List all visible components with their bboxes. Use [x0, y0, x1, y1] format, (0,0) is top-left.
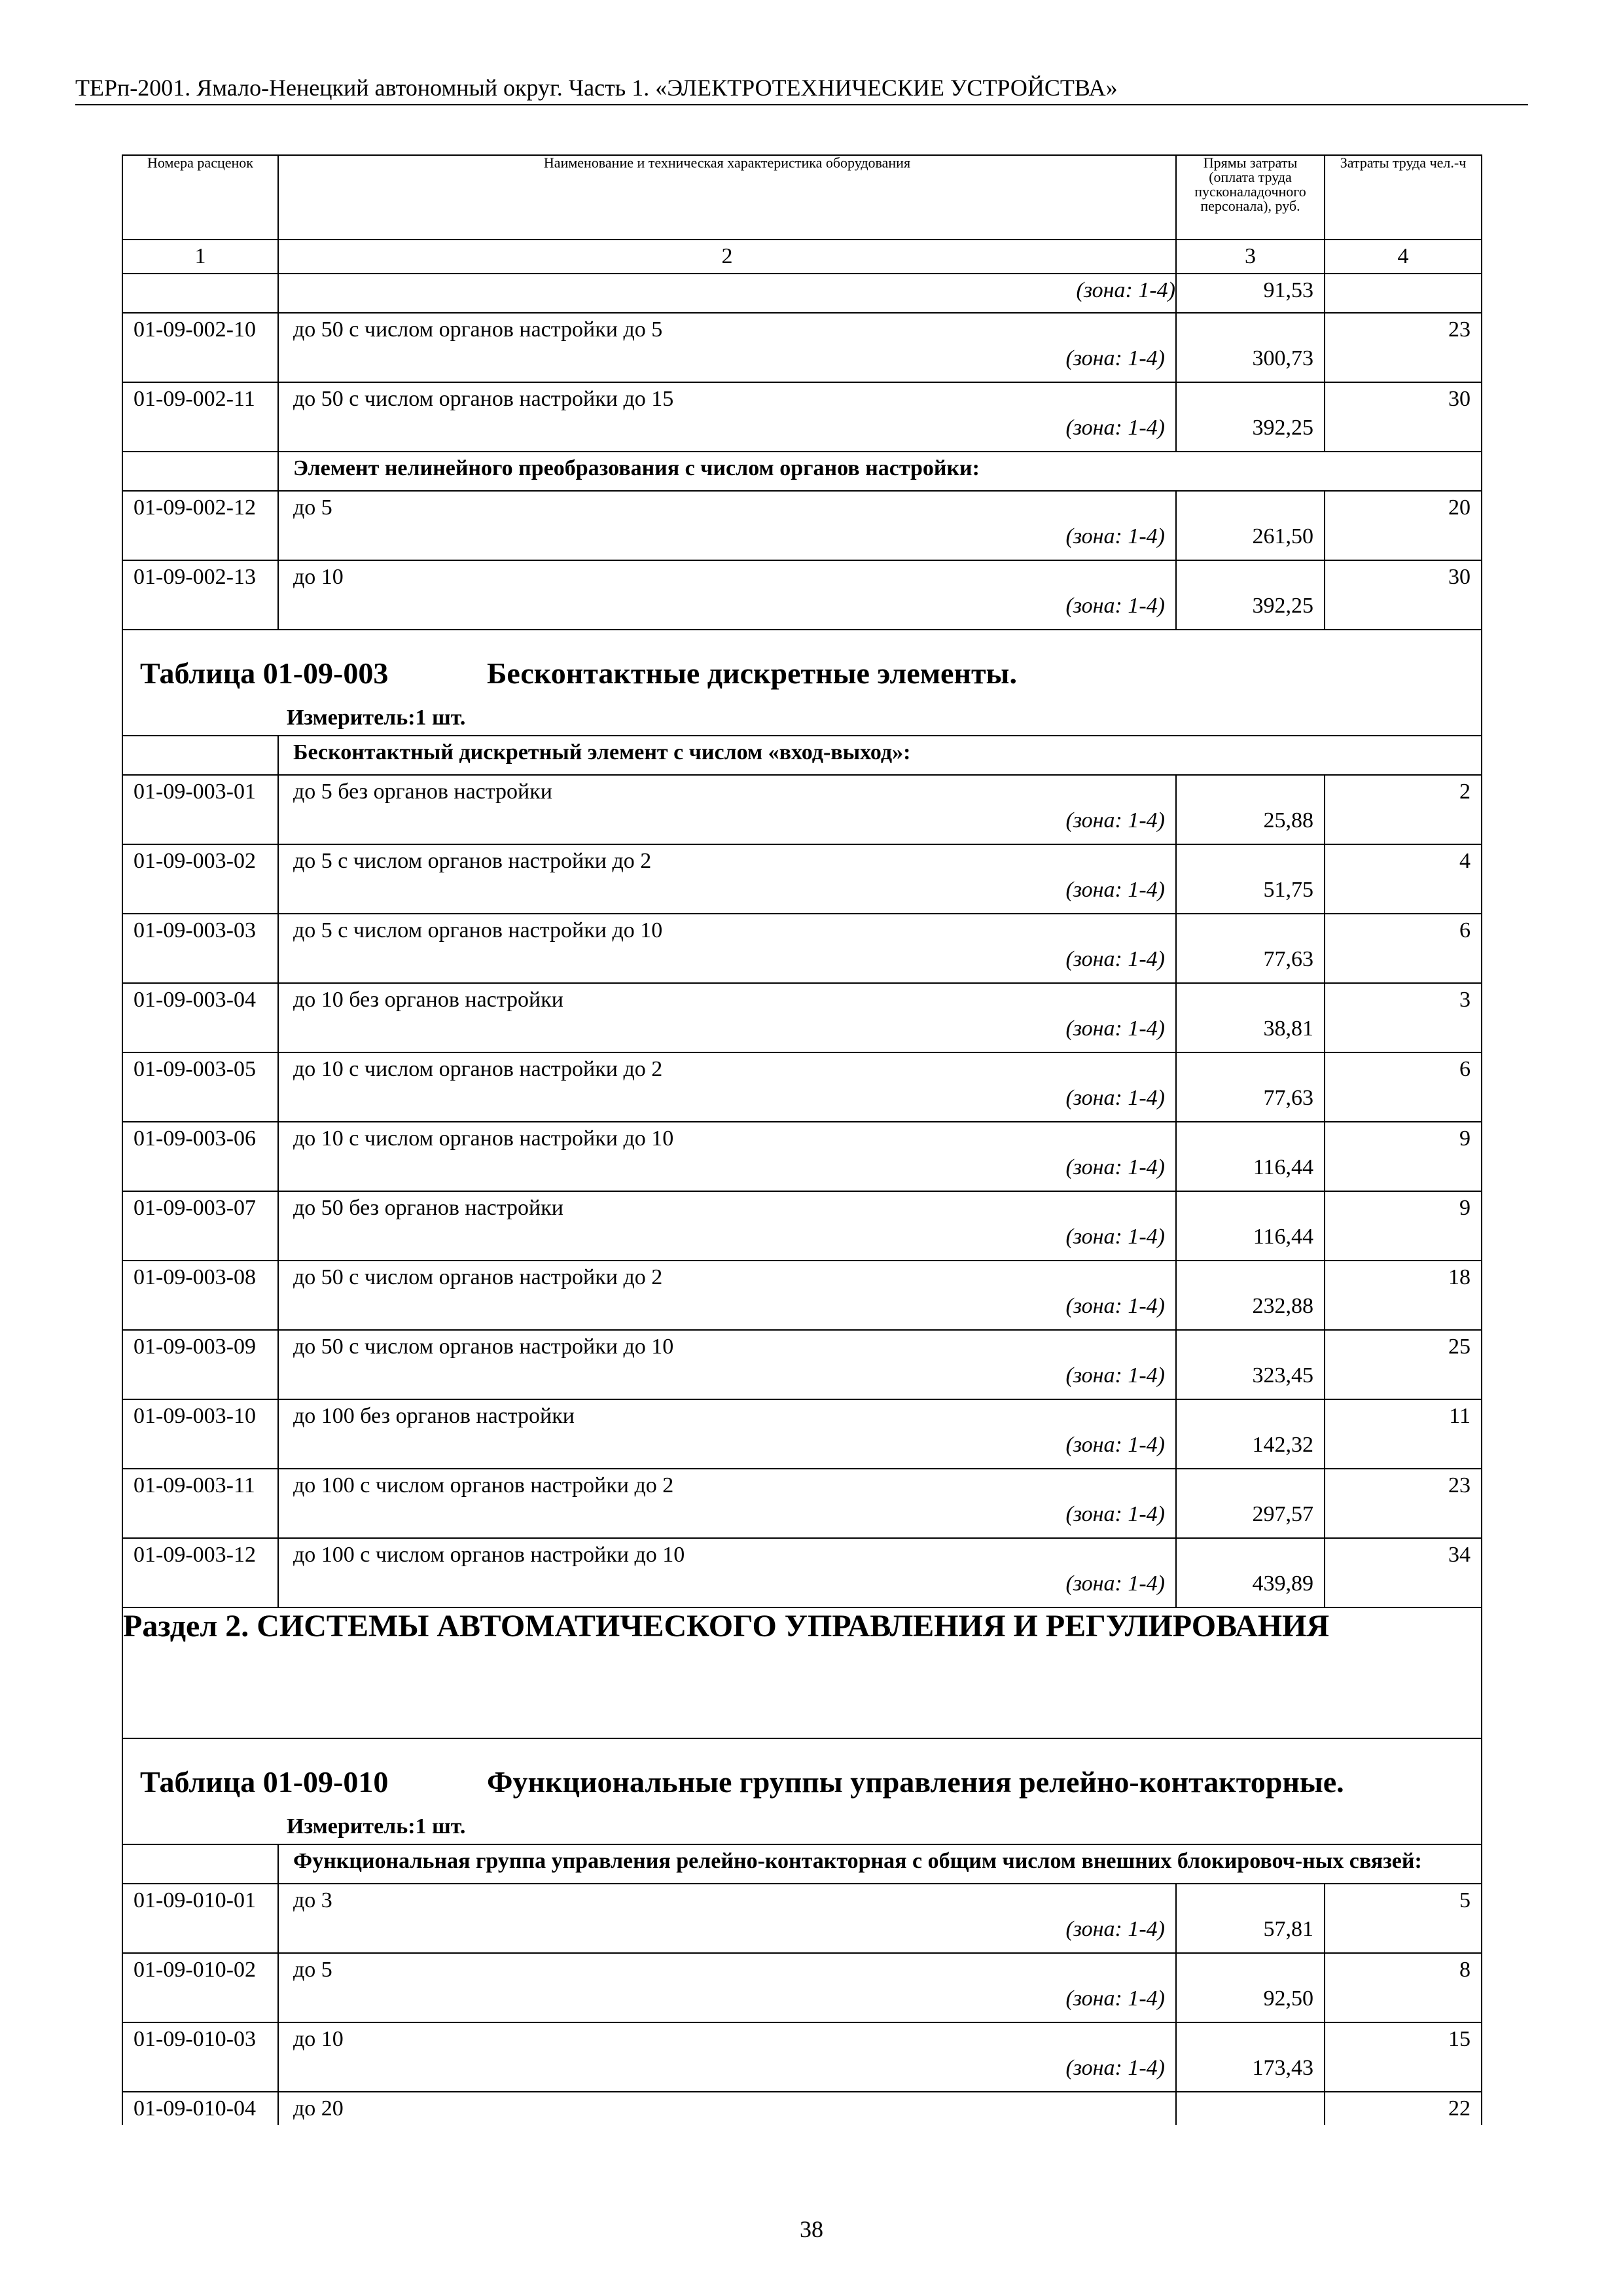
- rate-code: 01-09-003-09: [122, 1330, 278, 1399]
- column-number: 4: [1325, 240, 1482, 274]
- group-heading-row: [122, 736, 1482, 775]
- group-code-cell: [122, 1844, 278, 1884]
- rate-price: 38,81: [1176, 983, 1325, 1052]
- rate-labor: 22: [1325, 2092, 1482, 2125]
- group-heading: Бесконтактный дискретный элемент с числом «вход-выход»:: [278, 736, 1482, 775]
- column-number: 3: [1176, 240, 1325, 274]
- table-row: [122, 1191, 1482, 1261]
- running-header: ТЕРп-2001. Ямало-Ненецкий автономный округ. Часть 1. «ЭЛЕКТРОТЕХНИЧЕСКИЕ УСТРОЙСТВА»: [75, 73, 1528, 105]
- table-row: [122, 983, 1482, 1052]
- rate-description-cell: [278, 1191, 1176, 1261]
- rate-name: до 5 с числом органов настройки до 2: [293, 849, 652, 873]
- rate-labor: 2: [1325, 775, 1482, 844]
- table-name: Функциональные группы управления релейно-контакторные.: [487, 1765, 1344, 1799]
- rate-price: 323,45: [1176, 1330, 1325, 1399]
- table-title-cell: [122, 1738, 1482, 1844]
- rate-zone: (зона: 1-4): [1065, 1502, 1165, 1526]
- table-row: [122, 491, 1482, 560]
- rate-zone: (зона: 1-4): [1065, 1086, 1165, 1110]
- rate-name: до 50 с числом органов настройки до 10: [293, 1335, 674, 1359]
- rate-code: 01-09-003-07: [122, 1191, 278, 1261]
- rate-code: 01-09-010-03: [122, 2022, 278, 2092]
- rate-description-cell: [278, 2022, 1176, 2092]
- rate-code: 01-09-002-10: [122, 313, 278, 382]
- table-meter: Измеритель:1 шт.: [287, 706, 466, 730]
- rate-zone: (зона: 1-4): [1065, 1363, 1165, 1388]
- rate-code: 01-09-002-11: [122, 382, 278, 452]
- column-number-row: [122, 240, 1482, 274]
- rate-price: 173,43: [1176, 2022, 1325, 2092]
- rate-code: 01-09-002-12: [122, 491, 278, 560]
- table-row: [122, 274, 1482, 313]
- rate-code: 01-09-003-04: [122, 983, 278, 1052]
- rate-code: 01-09-003-08: [122, 1261, 278, 1330]
- rate-description-cell: [278, 983, 1176, 1052]
- section-title: Раздел 2. СИСТЕМЫ АВТОМАТИЧЕСКОГО УПРАВЛЕНИЯ И РЕГУЛИРОВАНИЯ: [122, 1607, 1482, 1738]
- table-code: Таблица 01-09-003: [140, 656, 389, 690]
- table-row: [122, 1953, 1482, 2022]
- rate-description-cell: [278, 1953, 1176, 2022]
- rate-code: 01-09-003-05: [122, 1052, 278, 1122]
- rate-code: 01-09-003-11: [122, 1469, 278, 1538]
- table-row: [122, 1884, 1482, 1953]
- table-title-row: [122, 630, 1482, 736]
- rate-price: [1176, 2092, 1325, 2125]
- rate-price: 51,75: [1176, 844, 1325, 914]
- table-row: [122, 2022, 1482, 2092]
- rate-name: до 5: [293, 1958, 332, 1982]
- rate-name: до 5 с числом органов настройки до 10: [293, 918, 663, 942]
- rate-description-cell: [278, 1052, 1176, 1122]
- rate-description-cell: [278, 491, 1176, 560]
- rate-labor: 5: [1325, 1884, 1482, 1953]
- rate-code: 01-09-003-12: [122, 1538, 278, 1607]
- rate-labor: 3: [1325, 983, 1482, 1052]
- rate-code: 01-09-010-04: [122, 2092, 278, 2125]
- rate-description-cell: [278, 775, 1176, 844]
- table-row: [122, 844, 1482, 914]
- table-meter: Измеритель:1 шт.: [287, 1814, 466, 1839]
- rate-description-cell: [278, 844, 1176, 914]
- rate-zone: (зона: 1-4): [1065, 1155, 1165, 1179]
- rate-description-cell: [278, 1884, 1176, 1953]
- rate-price: 25,88: [1176, 775, 1325, 844]
- rate-description-cell: [278, 560, 1176, 630]
- rate-name: до 10 с числом органов настройки до 2: [293, 1057, 663, 1081]
- rate-description-cell: [278, 1399, 1176, 1469]
- rate-name: до 10 без органов настройки: [293, 988, 563, 1012]
- table-row: [122, 2092, 1482, 2125]
- rate-labor: [1325, 274, 1482, 313]
- rate-zone: (зона: 1-4): [1065, 947, 1165, 971]
- rate-name: до 10: [293, 2027, 344, 2051]
- rate-labor: 34: [1325, 1538, 1482, 1607]
- table-code: Таблица 01-09-010: [140, 1765, 389, 1799]
- group-code-cell: [122, 452, 278, 491]
- rate-labor: 15: [1325, 2022, 1482, 2092]
- rate-description-cell: [278, 1122, 1176, 1191]
- column-header-direct-cost: Прямы затраты (оплата труда пусконаладочного персонала), руб.: [1176, 155, 1325, 240]
- table-title: [123, 1739, 1481, 1812]
- table-row: [122, 1122, 1482, 1191]
- rate-code: [122, 274, 278, 313]
- rate-zone: (зона: 1-4): [1065, 878, 1165, 902]
- rate-labor: 30: [1325, 560, 1482, 630]
- rate-labor: 6: [1325, 914, 1482, 983]
- rate-labor: 23: [1325, 313, 1482, 382]
- rate-zone: (зона: 1-4): [1065, 346, 1165, 370]
- column-number: 2: [278, 240, 1176, 274]
- rate-name: до 100 без органов настройки: [293, 1404, 575, 1428]
- rate-price: 116,44: [1176, 1122, 1325, 1191]
- table-row: [122, 1469, 1482, 1538]
- table-row: [122, 1261, 1482, 1330]
- rate-labor: 20: [1325, 491, 1482, 560]
- rate-code: 01-09-010-01: [122, 1884, 278, 1953]
- group-heading: Элемент нелинейного преобразования с числом органов настройки:: [278, 452, 1482, 491]
- group-code-cell: [122, 736, 278, 775]
- rate-name: до 10: [293, 565, 344, 589]
- section-heading-row: [122, 1607, 1482, 1738]
- rate-labor: 25: [1325, 1330, 1482, 1399]
- rate-price: 116,44: [1176, 1191, 1325, 1261]
- rate-price: 261,50: [1176, 491, 1325, 560]
- rate-code: 01-09-010-02: [122, 1953, 278, 2022]
- rate-description-cell: [278, 313, 1176, 382]
- rate-name: до 50 с числом органов настройки до 15: [293, 387, 674, 411]
- rate-price: 297,57: [1176, 1469, 1325, 1538]
- table-row: [122, 382, 1482, 452]
- table-row: [122, 313, 1482, 382]
- rate-name: до 50 с числом органов настройки до 2: [293, 1265, 663, 1289]
- rate-name: до 10 с числом органов настройки до 10: [293, 1126, 674, 1151]
- rate-price: 300,73: [1176, 313, 1325, 382]
- rate-labor: 6: [1325, 1052, 1482, 1122]
- rate-name: до 100 с числом органов настройки до 10: [293, 1543, 685, 1567]
- rate-description-cell: [278, 914, 1176, 983]
- rate-description-cell: [278, 1469, 1176, 1538]
- table-row: [122, 1330, 1482, 1399]
- column-header-row: [122, 155, 1482, 240]
- rate-zone: (зона: 1-4): [1065, 524, 1165, 548]
- table-row: [122, 560, 1482, 630]
- rate-zone: (зона: 1-4): [1065, 1917, 1165, 1941]
- column-number: 1: [122, 240, 278, 274]
- rate-price: 91,53: [1176, 274, 1325, 313]
- rate-price: 232,88: [1176, 1261, 1325, 1330]
- rate-zone: (зона: 1-4): [1065, 1571, 1165, 1596]
- rate-labor: 18: [1325, 1261, 1482, 1330]
- table-name: Бесконтактные дискретные элементы.: [487, 656, 1017, 690]
- table-title: [123, 630, 1481, 704]
- rate-code: 01-09-002-13: [122, 560, 278, 630]
- rate-name: до 5: [293, 495, 332, 520]
- rate-zone: (зона: 1-4): [1065, 416, 1165, 440]
- rate-description-cell: [278, 1330, 1176, 1399]
- rate-zone: (зона: 1-4): [1065, 808, 1165, 833]
- table-row: [122, 1399, 1482, 1469]
- rate-price: 392,25: [1176, 382, 1325, 452]
- rate-labor: 8: [1325, 1953, 1482, 2022]
- rate-price: 57,81: [1176, 1884, 1325, 1953]
- rate-labor: 9: [1325, 1191, 1482, 1261]
- rate-zone: (зона: 1-4): [1065, 1016, 1165, 1041]
- rate-price: 77,63: [1176, 914, 1325, 983]
- rate-labor: 4: [1325, 844, 1482, 914]
- table-row: [122, 1052, 1482, 1122]
- column-header-name: Наименование и техническая характеристика оборудования: [278, 155, 1176, 240]
- rate-labor: 23: [1325, 1469, 1482, 1538]
- rate-labor: 9: [1325, 1122, 1482, 1191]
- rate-zone: (зона: 1-4): [1065, 594, 1165, 618]
- rate-price: 142,32: [1176, 1399, 1325, 1469]
- rate-code: 01-09-003-06: [122, 1122, 278, 1191]
- table-row: [122, 914, 1482, 983]
- rate-name: до 100 с числом органов настройки до 2: [293, 1473, 674, 1498]
- rates-table: [122, 154, 1482, 2125]
- rate-code: 01-09-003-01: [122, 775, 278, 844]
- rate-description-cell: [278, 382, 1176, 452]
- rate-zone: (зона: 1-4): [1065, 1225, 1165, 1249]
- rate-description-cell: [278, 1261, 1176, 1330]
- rate-name: до 3: [293, 1888, 332, 1912]
- rate-labor: 11: [1325, 1399, 1482, 1469]
- rate-price: 439,89: [1176, 1538, 1325, 1607]
- rate-zone: (зона: 1-4): [278, 274, 1176, 313]
- rate-zone: (зона: 1-4): [1065, 1294, 1165, 1318]
- rate-name: до 50 с числом органов настройки до 5: [293, 317, 663, 342]
- column-header-labor: Затраты труда чел.-ч: [1325, 155, 1482, 240]
- rate-price: 77,63: [1176, 1052, 1325, 1122]
- rate-zone: (зона: 1-4): [1065, 1986, 1165, 2011]
- rate-labor: 30: [1325, 382, 1482, 452]
- rate-zone: (зона: 1-4): [1065, 1433, 1165, 1457]
- rate-name: до 50 без органов настройки: [293, 1196, 563, 1220]
- table-title-cell: [122, 630, 1482, 736]
- rate-code: 01-09-003-02: [122, 844, 278, 914]
- rate-zone: (зона: 1-4): [1065, 2056, 1165, 2080]
- rate-price: 392,25: [1176, 560, 1325, 630]
- table-row: [122, 775, 1482, 844]
- page-number: 38: [800, 2216, 823, 2242]
- rate-code: 01-09-003-10: [122, 1399, 278, 1469]
- table-title-row: [122, 1738, 1482, 1844]
- table-row: [122, 1538, 1482, 1607]
- column-header-codes: Номера расценок: [122, 155, 278, 240]
- rate-code: 01-09-003-03: [122, 914, 278, 983]
- group-heading: Функциональная группа управления релейно-контакторная с общим числом внешних блокировоч-ных связей:: [278, 1844, 1482, 1884]
- rate-name: до 5 без органов настройки: [293, 780, 552, 804]
- rate-name: до 20: [278, 2092, 1176, 2125]
- group-heading-row: [122, 1844, 1482, 1884]
- group-heading-row: [122, 452, 1482, 491]
- rate-price: 92,50: [1176, 1953, 1325, 2022]
- rate-description-cell: [278, 1538, 1176, 1607]
